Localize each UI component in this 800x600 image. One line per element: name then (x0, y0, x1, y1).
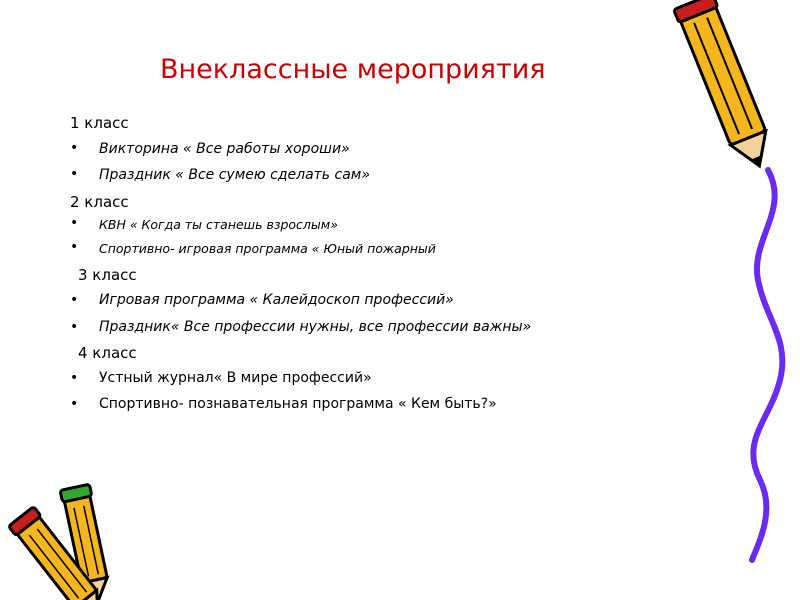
grade-1-item-1: Викторина « Все работы хороши» (99, 141, 350, 157)
grade-3-item-2: Праздник« Все профессии нужны, все профессии важны» (99, 319, 532, 335)
grade-3-item-1: Игровая программа « Калейдоскоп профессий» (99, 292, 454, 308)
grade-4-item-1: Устный журнал« В мире профессий» (99, 370, 372, 386)
grade-4-item-2: Спортивно- познавательная программа « Кем быть?» (99, 396, 497, 412)
bullet: • (70, 370, 79, 386)
bullet: • (70, 319, 79, 335)
pencil-icon (640, 0, 800, 600)
grade-1-item-2: Праздник « Все сумею сделать сам» (99, 167, 370, 183)
grade-2-item-1: КВН « Когда ты станешь взрослым» (99, 217, 338, 232)
bullet: • (70, 292, 79, 308)
crayon-icon (0, 480, 140, 600)
bullet: • (70, 140, 79, 156)
bullet: • (70, 239, 79, 255)
bullet: • (70, 215, 79, 231)
slide-title: Внеклассные мероприятия (160, 54, 546, 85)
grade-2-heading: 2 класс (70, 193, 129, 211)
bullet: • (70, 166, 79, 182)
grade-2-item-2: Спортивно- игровая программа « Юный пожарный (99, 241, 436, 256)
grade-1-heading: 1 класс (70, 114, 129, 132)
grade-4-heading: 4 класс (78, 344, 137, 362)
grade-3-heading: 3 класс (78, 266, 137, 284)
bullet: • (70, 396, 79, 412)
